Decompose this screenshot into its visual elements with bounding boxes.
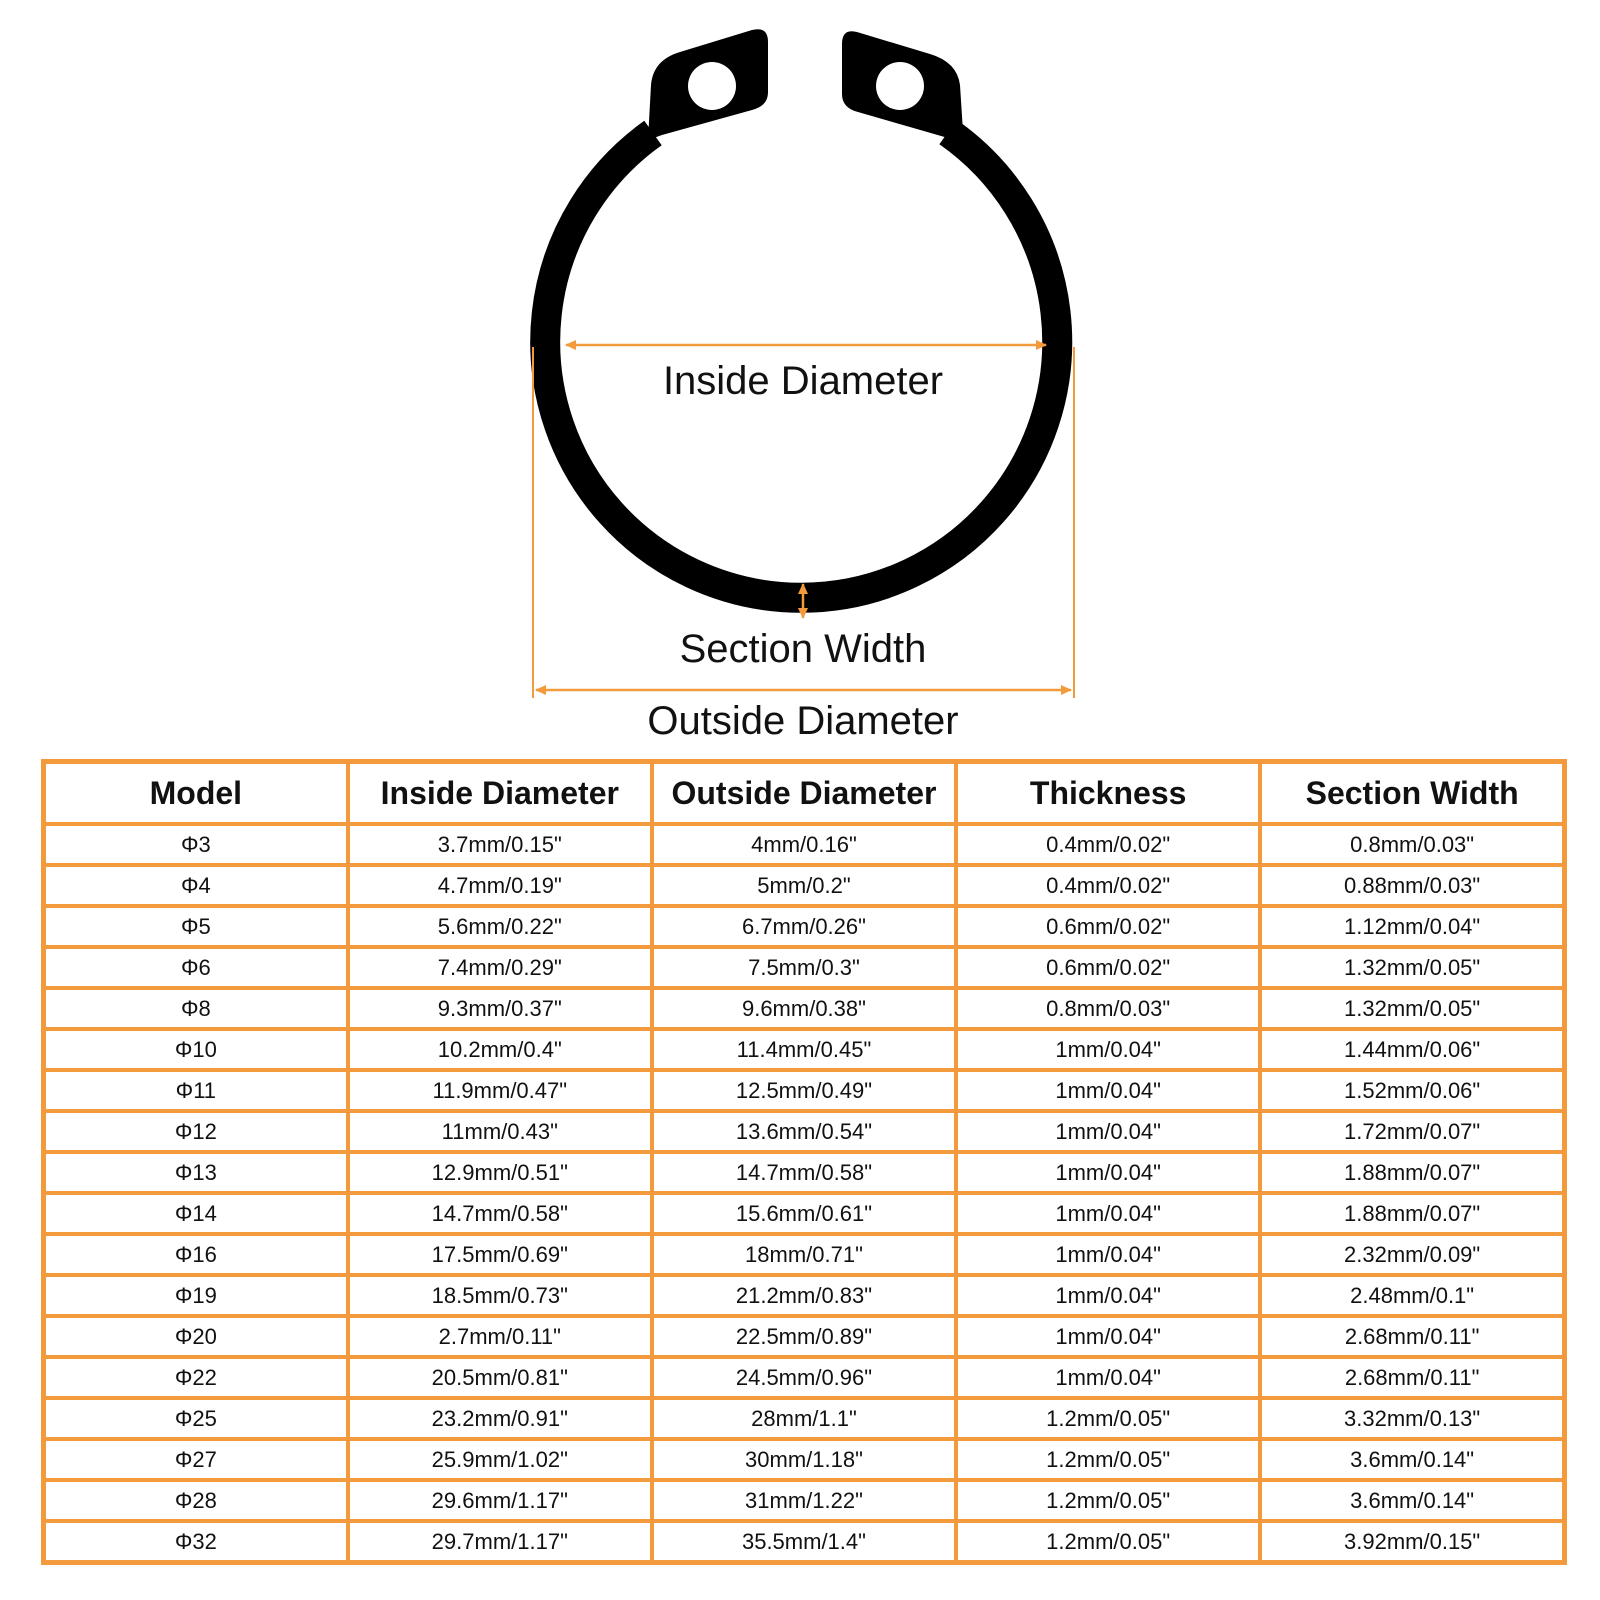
cell-thickness: 1mm/0.04": [956, 1357, 1260, 1398]
cell-section-width: 0.8mm/0.03": [1260, 824, 1564, 865]
cell-model: Φ32: [44, 1521, 348, 1563]
cell-outside-diameter: 9.6mm/0.38": [652, 988, 956, 1029]
cell-inside-diameter: 10.2mm/0.4": [348, 1029, 652, 1070]
cell-thickness: 1mm/0.04": [956, 1193, 1260, 1234]
cell-inside-diameter: 25.9mm/1.02": [348, 1439, 652, 1480]
cell-model: Φ6: [44, 947, 348, 988]
cell-inside-diameter: 14.7mm/0.58": [348, 1193, 652, 1234]
table-row: [44, 1152, 1565, 1193]
table-row: [44, 1234, 1565, 1275]
cell-section-width: 0.88mm/0.03": [1260, 865, 1564, 906]
cell-thickness: 1mm/0.04": [956, 1152, 1260, 1193]
cell-inside-diameter: 29.7mm/1.17": [348, 1521, 652, 1563]
cell-inside-diameter: 20.5mm/0.81": [348, 1357, 652, 1398]
cell-thickness: 1mm/0.04": [956, 1275, 1260, 1316]
header-inside-diameter: Inside Diameter: [348, 762, 652, 825]
cell-section-width: 1.32mm/0.05": [1260, 947, 1564, 988]
cell-model: Φ27: [44, 1439, 348, 1480]
table-row: [44, 1029, 1565, 1070]
cell-section-width: 1.88mm/0.07": [1260, 1152, 1564, 1193]
cell-thickness: 1.2mm/0.05": [956, 1398, 1260, 1439]
cell-section-width: 2.68mm/0.11": [1260, 1357, 1564, 1398]
table-row: [44, 1070, 1565, 1111]
cell-outside-diameter: 18mm/0.71": [652, 1234, 956, 1275]
cell-inside-diameter: 23.2mm/0.91": [348, 1398, 652, 1439]
table-row: [44, 947, 1565, 988]
header-thickness: Thickness: [956, 762, 1260, 825]
cell-thickness: 1mm/0.04": [956, 1316, 1260, 1357]
size-spec-table-container: [41, 759, 1567, 1565]
table-header-row: [44, 762, 1565, 825]
cell-section-width: 2.48mm/0.1": [1260, 1275, 1564, 1316]
size-spec-table: [41, 759, 1567, 1565]
cell-thickness: 1mm/0.04": [956, 1029, 1260, 1070]
cell-model: Φ28: [44, 1480, 348, 1521]
cell-model: Φ4: [44, 865, 348, 906]
table-row: [44, 906, 1565, 947]
cell-outside-diameter: 13.6mm/0.54": [652, 1111, 956, 1152]
cell-thickness: 1mm/0.04": [956, 1234, 1260, 1275]
cell-outside-diameter: 4mm/0.16": [652, 824, 956, 865]
table-row: [44, 1316, 1565, 1357]
cell-model: Φ12: [44, 1111, 348, 1152]
cell-section-width: 1.72mm/0.07": [1260, 1111, 1564, 1152]
cell-inside-diameter: 9.3mm/0.37": [348, 988, 652, 1029]
table-row: [44, 1480, 1565, 1521]
cell-thickness: 1.2mm/0.05": [956, 1521, 1260, 1563]
cell-thickness: 0.6mm/0.02": [956, 947, 1260, 988]
cell-inside-diameter: 4.7mm/0.19": [348, 865, 652, 906]
table-row: [44, 1193, 1565, 1234]
retaining-ring-diagram: [0, 0, 1600, 750]
cell-section-width: 2.32mm/0.09": [1260, 1234, 1564, 1275]
cell-section-width: 3.92mm/0.15": [1260, 1521, 1564, 1563]
cell-inside-diameter: 17.5mm/0.69": [348, 1234, 652, 1275]
cell-thickness: 0.4mm/0.02": [956, 824, 1260, 865]
cell-thickness: 1.2mm/0.05": [956, 1439, 1260, 1480]
cell-outside-diameter: 14.7mm/0.58": [652, 1152, 956, 1193]
cell-section-width: 2.68mm/0.11": [1260, 1316, 1564, 1357]
cell-outside-diameter: 12.5mm/0.49": [652, 1070, 956, 1111]
cell-thickness: 0.4mm/0.02": [956, 865, 1260, 906]
cell-model: Φ19: [44, 1275, 348, 1316]
cell-section-width: 3.6mm/0.14": [1260, 1439, 1564, 1480]
cell-model: Φ5: [44, 906, 348, 947]
cell-model: Φ25: [44, 1398, 348, 1439]
cell-outside-diameter: 5mm/0.2": [652, 865, 956, 906]
cell-model: Φ22: [44, 1357, 348, 1398]
cell-inside-diameter: 18.5mm/0.73": [348, 1275, 652, 1316]
cell-inside-diameter: 5.6mm/0.22": [348, 906, 652, 947]
cell-inside-diameter: 3.7mm/0.15": [348, 824, 652, 865]
table-row: [44, 865, 1565, 906]
cell-model: Φ20: [44, 1316, 348, 1357]
cell-outside-diameter: 6.7mm/0.26": [652, 906, 956, 947]
table-row: [44, 1439, 1565, 1480]
cell-model: Φ8: [44, 988, 348, 1029]
header-outside-diameter: Outside Diameter: [652, 762, 956, 825]
header-model: Model: [44, 762, 348, 825]
cell-outside-diameter: 31mm/1.22": [652, 1480, 956, 1521]
outside-diameter-label: Outside Diameter: [647, 699, 959, 743]
cell-model: Φ3: [44, 824, 348, 865]
cell-model: Φ10: [44, 1029, 348, 1070]
cell-inside-diameter: 29.6mm/1.17": [348, 1480, 652, 1521]
cell-section-width: 3.6mm/0.14": [1260, 1480, 1564, 1521]
cell-outside-diameter: 24.5mm/0.96": [652, 1357, 956, 1398]
cell-outside-diameter: 30mm/1.18": [652, 1439, 956, 1480]
table-body: [44, 824, 1565, 1563]
table-row: [44, 1111, 1565, 1152]
cell-section-width: 1.88mm/0.07": [1260, 1193, 1564, 1234]
cell-section-width: 1.44mm/0.06": [1260, 1029, 1564, 1070]
cell-model: Φ14: [44, 1193, 348, 1234]
cell-thickness: 0.6mm/0.02": [956, 906, 1260, 947]
cell-model: Φ16: [44, 1234, 348, 1275]
inside-diameter-label: Inside Diameter: [662, 359, 944, 403]
table-row: [44, 1398, 1565, 1439]
cell-section-width: 1.52mm/0.06": [1260, 1070, 1564, 1111]
cell-thickness: 1.2mm/0.05": [956, 1480, 1260, 1521]
cell-inside-diameter: 12.9mm/0.51": [348, 1152, 652, 1193]
cell-thickness: 0.8mm/0.03": [956, 988, 1260, 1029]
cell-outside-diameter: 21.2mm/0.83": [652, 1275, 956, 1316]
cell-inside-diameter: 7.4mm/0.29": [348, 947, 652, 988]
cell-inside-diameter: 11mm/0.43": [348, 1111, 652, 1152]
cell-model: Φ11: [44, 1070, 348, 1111]
right-lug-hole: [876, 62, 924, 110]
cell-inside-diameter: 2.7mm/0.11": [348, 1316, 652, 1357]
header-section-width: Section Width: [1260, 762, 1564, 825]
cell-outside-diameter: 7.5mm/0.3": [652, 947, 956, 988]
table-row: [44, 1521, 1565, 1563]
cell-model: Φ13: [44, 1152, 348, 1193]
cell-outside-diameter: 35.5mm/1.4": [652, 1521, 956, 1563]
section-width-label: Section Width: [679, 627, 927, 671]
table-row: [44, 1275, 1565, 1316]
cell-outside-diameter: 15.6mm/0.61": [652, 1193, 956, 1234]
cell-outside-diameter: 11.4mm/0.45": [652, 1029, 956, 1070]
cell-thickness: 1mm/0.04": [956, 1070, 1260, 1111]
left-lug-hole: [688, 62, 736, 110]
cell-section-width: 1.12mm/0.04": [1260, 906, 1564, 947]
cell-outside-diameter: 28mm/1.1": [652, 1398, 956, 1439]
table-row: [44, 988, 1565, 1029]
cell-section-width: 1.32mm/0.05": [1260, 988, 1564, 1029]
cell-section-width: 3.32mm/0.13": [1260, 1398, 1564, 1439]
cell-outside-diameter: 22.5mm/0.89": [652, 1316, 956, 1357]
cell-thickness: 1mm/0.04": [956, 1111, 1260, 1152]
table-row: [44, 1357, 1565, 1398]
cell-inside-diameter: 11.9mm/0.47": [348, 1070, 652, 1111]
table-row: [44, 824, 1565, 865]
